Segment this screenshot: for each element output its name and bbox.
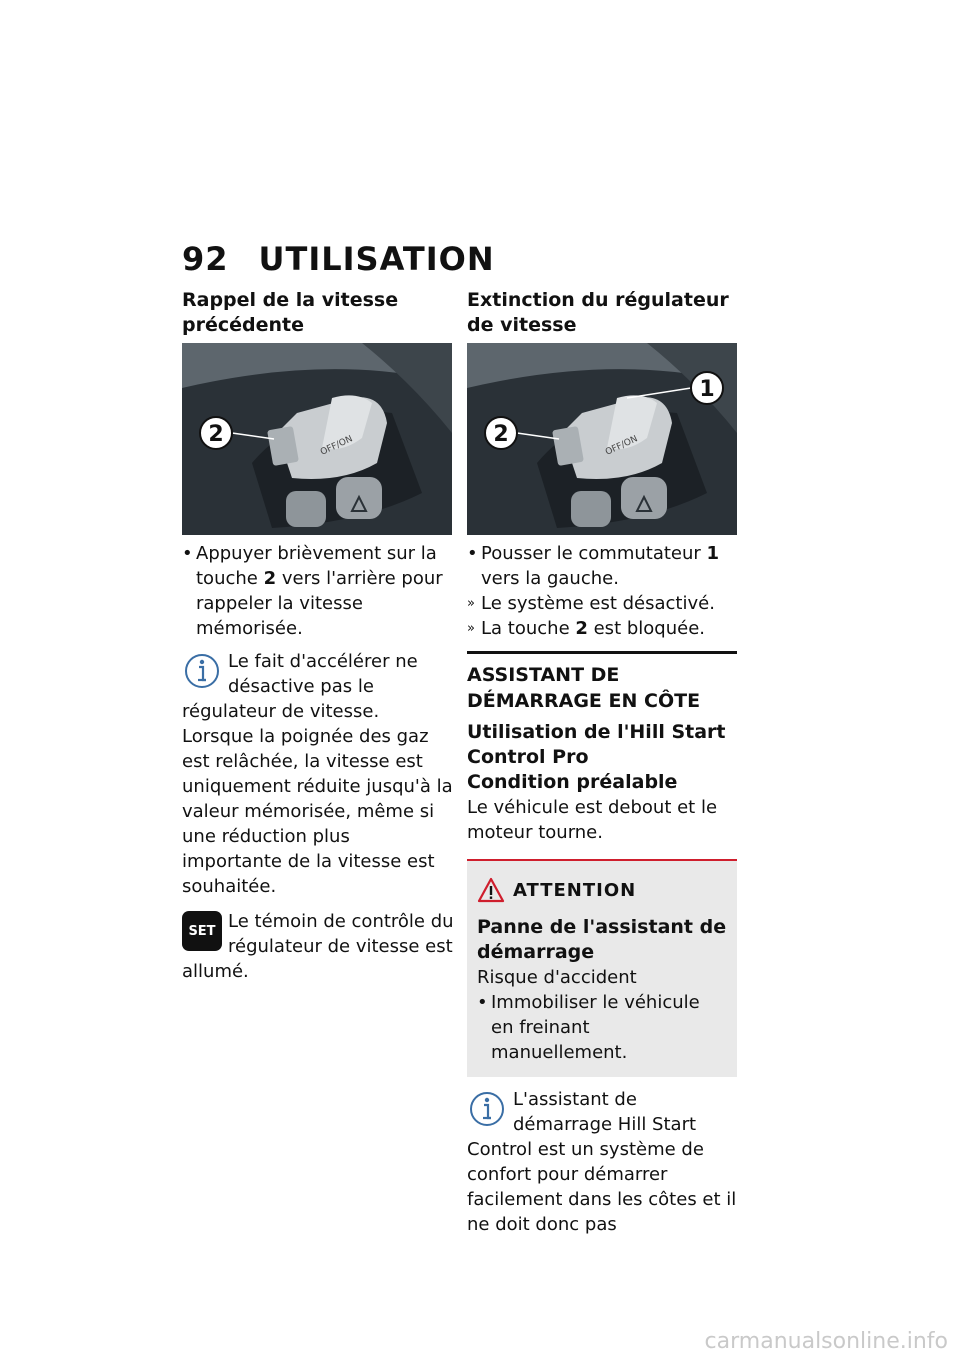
info-text: Le fait d'accélérer ne désactive pas le régulateur de vitesse. Lorsque la poignée des gaz est relâchée, la vitesse est uniquement réduite jusqu'à la valeur mémorisée, même si une réduction plus importante de la vitesse est souhaitée.	[182, 651, 453, 897]
set-text: Le témoin de contrôle du régulateur de vitesse est allumé.	[182, 911, 454, 982]
section-divider	[467, 651, 737, 654]
right-bullet: • Pousser le commutateur 1 vers la gauche.	[467, 543, 720, 589]
left-column	[182, 288, 454, 984]
callout-1: 1	[699, 377, 715, 402]
warning-heading: Panne de l'assistant de démarrage	[477, 916, 727, 963]
condition-heading: Condition préalable	[467, 771, 678, 793]
section-title: UTILISATION	[258, 240, 495, 278]
warning-box	[467, 859, 737, 1077]
offon-label: OFF/ON	[319, 434, 355, 458]
right-column	[467, 288, 739, 1237]
handlebar-illustration	[467, 343, 737, 535]
warning-risk: Risque d'accident	[477, 967, 637, 988]
left-bullet: • Appuyer brièvement sur la touche 2 vers l'arrière pour rappeler la vitesse mémorisée.	[182, 543, 443, 639]
right-heading: Extinction du régulateur de vitesse	[467, 289, 729, 336]
sub-heading: Utilisation de l'Hill Start Control Pro	[467, 721, 726, 768]
offon-label: OFF/ON	[604, 434, 640, 458]
watermark: carmanualsonline.info	[704, 1329, 948, 1354]
handlebar-photo-left	[182, 343, 452, 535]
callout-2: 2	[208, 422, 224, 447]
left-heading: Rappel de la vitesse précédente	[182, 289, 399, 336]
result-1: » Le système est désactivé.	[467, 593, 715, 614]
handlebar-illustration	[182, 343, 452, 535]
warning-header	[477, 877, 727, 903]
handlebar-photo-right	[467, 343, 737, 535]
section-heading: ASSISTANT DE DÉMARRAGE EN CÔTE	[467, 664, 701, 712]
set-indicator-icon: SET	[182, 911, 222, 951]
warning-title: ATTENTION	[513, 879, 637, 901]
callout-2: 2	[493, 422, 509, 447]
left-info-note	[182, 649, 454, 899]
left-set-note	[182, 909, 454, 984]
info-icon	[467, 1087, 507, 1131]
info-text: L'assistant de démarrage Hill Start Control est un système de confort pour démarrer facilement dans les côtes et il ne doit donc pas	[467, 1089, 737, 1235]
condition-text: Le véhicule est debout et le moteur tourne.	[467, 797, 718, 843]
page-number: 92	[182, 240, 229, 278]
right-info-note	[467, 1087, 739, 1237]
warning-triangle-icon	[477, 877, 505, 903]
warning-bullet: • Immobiliser le véhicule en freinant manuellement.	[477, 992, 700, 1063]
info-icon	[182, 649, 222, 693]
result-2: » La touche 2 est bloquée.	[467, 618, 705, 639]
page-header	[182, 240, 495, 278]
